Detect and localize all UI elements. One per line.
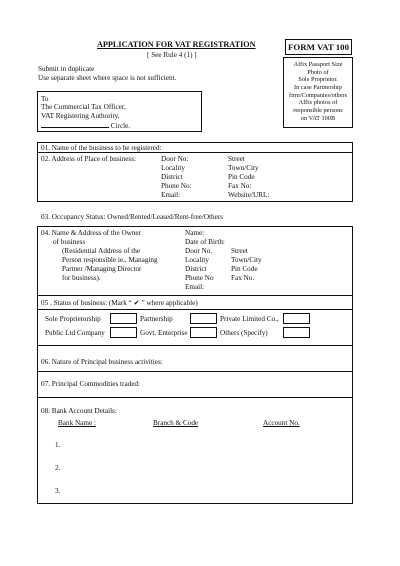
item-02-address: 02. Address of Place of business: xyxy=(41,155,137,163)
rule-reference: [ See Rule 4 (1) ] xyxy=(147,51,197,59)
owner-label-door-no: Door No. xyxy=(185,247,213,255)
owner-heading: 04. Name & Address of the Owner xyxy=(41,229,142,237)
column-branch-code: Branch & Code xyxy=(153,419,199,427)
owner-label-dob: Date of Birth: xyxy=(185,238,225,246)
label-door-no: Door No: xyxy=(161,155,189,163)
item-06-business-activities: 06. Nature of Principal business activities: xyxy=(41,358,163,366)
checkbox-partnership[interactable] xyxy=(190,313,217,324)
photo-line: responsible persons xyxy=(293,107,343,115)
option-public-ltd: Public Ltd Company xyxy=(45,329,105,337)
label-email: Email: xyxy=(161,191,181,199)
owner-label-email: Email: xyxy=(185,283,205,291)
checkbox-public-ltd[interactable] xyxy=(110,327,137,338)
column-bank-name: Bank Name : xyxy=(58,419,96,427)
divider xyxy=(37,397,353,398)
owner-label-fax: Fax No. xyxy=(231,274,255,282)
checkbox-others[interactable] xyxy=(283,327,310,338)
addressee-to: To xyxy=(41,95,49,103)
photo-line: Affix photos of xyxy=(298,99,338,107)
bank-row-number: 2. xyxy=(55,464,61,472)
owner-label-district: District xyxy=(185,265,207,273)
photo-line: In case Partnership xyxy=(294,84,342,92)
owner-label-locality: Locality xyxy=(185,256,209,264)
check-icon: ✔ xyxy=(133,299,140,307)
label-street: Street xyxy=(228,155,245,163)
status-heading xyxy=(41,299,198,307)
status-heading-pre: 05 . Status of business: (Mark “ xyxy=(41,299,132,307)
divider xyxy=(37,371,353,372)
label-phone-no: Phone No: xyxy=(161,182,192,190)
divider xyxy=(37,309,353,310)
option-partnership: Partnership xyxy=(140,315,173,323)
owner-heading-line: Partner /Managing Director xyxy=(62,265,142,273)
form-number: FORM VAT 100 xyxy=(288,42,349,52)
circle-label: Circle. xyxy=(110,121,131,130)
photo-line: Sole Proprietor. xyxy=(298,76,338,84)
circle-blank[interactable] xyxy=(41,120,109,128)
divider xyxy=(37,295,353,296)
owner-label-town-city: Town/City xyxy=(231,256,262,264)
item-03-occupancy: 03. Occupancy Status: Owned/Rented/Leased/Rent-free/Others xyxy=(41,213,224,221)
column-account-no: Account No. xyxy=(263,419,300,427)
instruction-separate-sheet: Use separate sheet where space is not sufficient. xyxy=(38,74,177,82)
item-01-business-name: 01. Name of the business to be registered: xyxy=(41,144,162,152)
label-town-city: Town/City xyxy=(228,164,259,172)
addressee-box xyxy=(37,91,202,132)
photo-line: firm/Companies/others xyxy=(288,91,348,99)
label-pin-code: Pin Code xyxy=(228,173,255,181)
owner-label-phone: Phone No xyxy=(185,274,214,282)
status-heading-post: ” where applicable) xyxy=(141,299,198,307)
option-govt-enterprise: Govt. Enterprise xyxy=(140,329,188,337)
item-07-commodities: 07. Principal Commodities traded: xyxy=(41,380,141,388)
checkbox-private-limited[interactable] xyxy=(283,313,310,324)
form-number-box xyxy=(285,39,352,55)
circle-line xyxy=(41,120,201,130)
instruction-duplicate: Submit in duplicate xyxy=(38,65,95,73)
owner-label-pin-code: Pin Code xyxy=(231,265,258,273)
owner-heading-line: for business). xyxy=(62,274,101,282)
owner-heading-line: (Residential Address of the xyxy=(62,247,141,255)
form-title: APPLICATION FOR VAT REGISTRATION xyxy=(97,40,256,49)
option-others: Others (Specify) xyxy=(220,329,268,337)
owner-heading-line: Person responsible ie., Managing xyxy=(62,256,158,264)
option-sole-proprietorship: Sole Proprietorship xyxy=(45,315,101,323)
owner-label-street: Street xyxy=(231,247,248,255)
checkbox-sole-proprietorship[interactable] xyxy=(110,313,137,324)
label-locality: Locality xyxy=(161,164,185,172)
checkbox-govt-enterprise[interactable] xyxy=(190,327,217,338)
bank-row-number: 1. xyxy=(55,441,61,449)
label-district: District xyxy=(161,173,183,181)
photo-line: on VAT 100B xyxy=(300,114,336,122)
owner-heading-line: of business xyxy=(53,238,86,246)
label-website: Website/URL: xyxy=(228,191,270,199)
option-private-limited: Private Limited Co., xyxy=(220,315,279,323)
divider xyxy=(37,345,353,346)
item-08-bank-details: 08. Bank Account Details: xyxy=(41,407,117,415)
label-fax-no: Fax No: xyxy=(228,182,252,190)
addressee-authority: VAT Registering Authority, xyxy=(41,111,120,120)
owner-label-name: Name: xyxy=(185,229,205,237)
photo-line: Affix Passport Size xyxy=(293,61,343,68)
photo-box[interactable] xyxy=(283,57,353,128)
addressee-officer: The Commercial Tax Officer, xyxy=(41,103,126,112)
photo-line: Photo of xyxy=(307,68,329,76)
bank-row-number: 3. xyxy=(55,487,61,495)
